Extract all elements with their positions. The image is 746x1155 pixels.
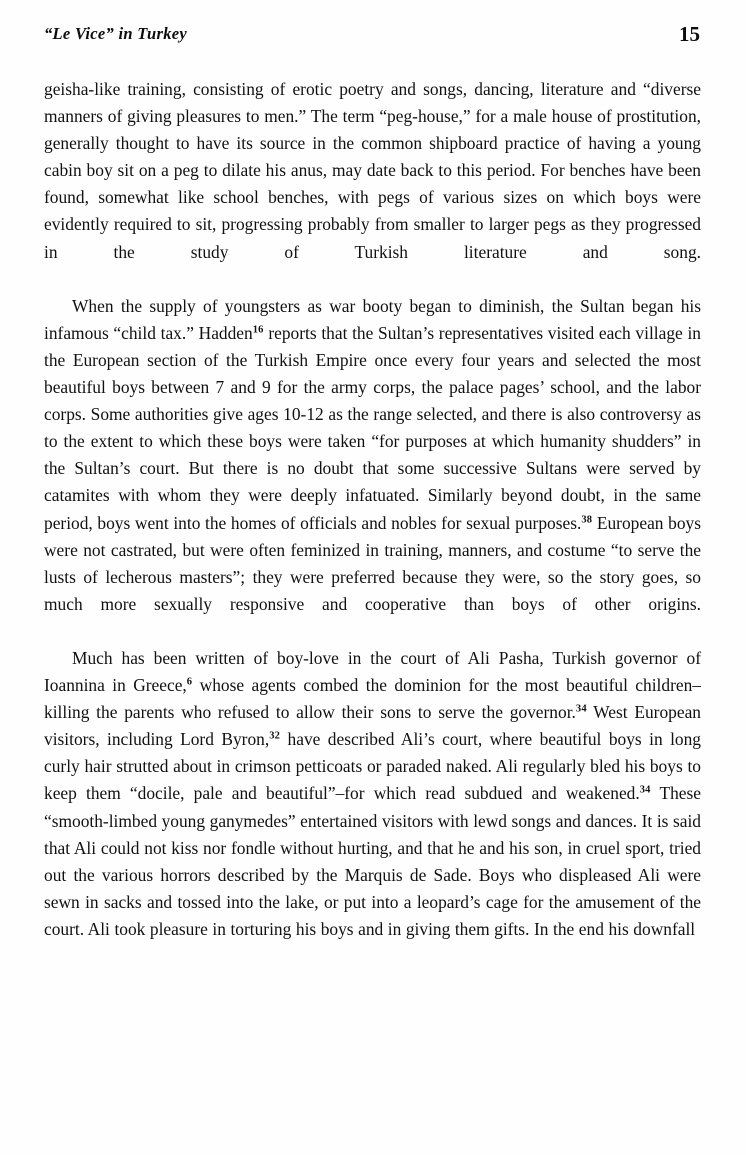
footnote-marker: 34 [639,784,651,796]
running-head-title: “Le Vice” in Turkey [44,24,188,43]
footnote-marker: 16 [252,324,264,336]
paragraph-2: When the supply of youngsters as war booty began to diminish, the Sultan began his infamous “child tax.” Hadden$^{16}$ reports that the Sultan’s representatives visited each village in the European section of the Turkish Empire once every four years and selected the most beautiful boys between 7 and 9 for the army corps, the palace pages’ school, and the labor corps. Some authorities give ages 10-12 as the range selected, and there is also controversy as to the extent to which these boys were taken “for purposes at which humanity shudders” in the Sultan’s court. But there is no doubt that some successive Sultans were served by catamites with whom they were deeply infatuated. Similarly beyond doubt, in the same period, boys went into the homes of officials and nobles for sexual purposes.$^{38}$ European boys were not castrated, but were often feminized in training, manners, and costume “to serve the lusts of lecherous masters”; they were preferred because they were, so the story goes, so much more sexually responsive and cooperative than boys of other origins. [44,295,701,614]
body-text-column [44,76,701,943]
footnote-marker: 38 [581,514,593,525]
paragraph-3: Much has been written of boy-love in the court of Ali Pasha, Turkish governor of Ioannina in Greece,$^6$ whose agents combed the dominion for the most beautiful children–killing the parents who refused to allow their sons to serve the governor.$^{34}$ West European visitors, including Lord Byron,$^{32}$ have described Ali’s court, where beautiful boys in long curly hair strutted about in crimson petticoats or paraded naked. Ali regularly bled his boys to keep them “docile, pale and beautiful”–for which read subdued and weakened.$^{34}$ These “smooth-limbed young ganymedes” entertained visitors with lewd songs and dances. It is said that Ali could not kiss nor fondle without hurting, and that he and his son, in cruel sport, tried out the various horrors described by the Marquis de Sade. Boys who displeased Ali were sewn in sacks and tossed into the lake, or put into a leopard’s cage for the amusement of the court. Ali took pleasure in torturing his boys and in giving them gifts. In the end his downfall [44,647,701,939]
page-number: 15 [679,22,700,46]
running-head [44,24,700,54]
paragraph-1: geisha-like training, consisting of erotic poetry and songs, dancing, literature and “diverse manners of giving pleasures to men.” The term “peg-house,” for a male house of prostitution, generally thought to have its source in the common shipboard practice of having a young cabin boy sit on a peg to dilate his anus, may date back to this period. For benches have been found, somewhat like school benches, with pegs of various sizes on which boys were evidently required to sit, progressing probably from smaller to larger pegs as they progressed in the study of Turkish literature and song. [44,79,701,262]
footnote-marker: 6 [186,676,193,688]
footnote-marker: 34 [575,703,587,715]
footnote-marker: 32 [269,730,281,742]
